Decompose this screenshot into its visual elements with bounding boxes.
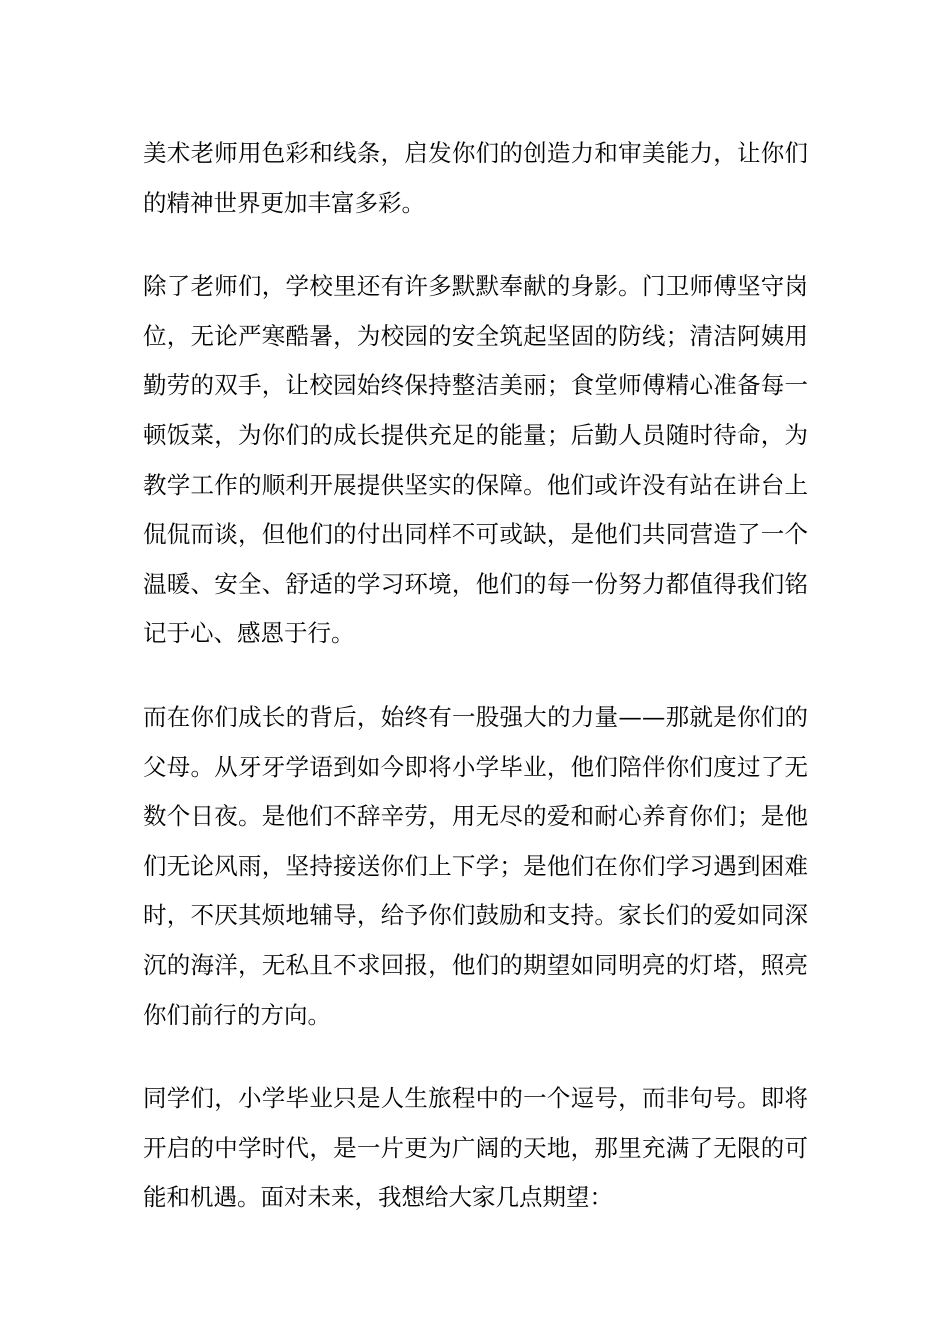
paragraph-parents: 而在你们成长的背后，始终有一股强大的力量——那就是你们的父母。从牙牙学语到如今即将小学毕业，他们陪伴你们度过了无数个日夜。是他们不辞辛劳，用无尽的爱和耐心养育你们；是他们无论风雨，坚持接送你们上下学；是他们在你们学习遇到困难时，不厌其烦地辅导，给予你们鼓励和支持。家长们的爱如同深沉的海洋，无私且不求回报，他们的期望如同明亮的灯塔，照亮你们前行的方向。 [143,702,808,1029]
document-body [143,129,808,1257]
paragraph-school-staff: 除了老师们，学校里还有许多默默奉献的身影。门卫师傅坚守岗位，无论严寒酷暑，为校园的安全筑起坚固的防线；清洁阿姨用勤劳的双手，让校园始终保持整洁美丽；食堂师傅精心准备每一顿饭菜，为你们的成长提供充足的能量；后勤人员随时待命，为教学工作的顺利开展提供坚实的保障。他们或许没有站在讲台上侃侃而谈，但他们的付出同样不可或缺，是他们共同营造了一个温暖、安全、舒适的学习环境，他们的每一份努力都值得我们铭记于心、感恩于行。 [143,272,808,648]
paragraph-art-teacher: 美术老师用色彩和线条，启发你们的创造力和审美能力，让你们的精神世界更加丰富多彩。 [143,139,808,217]
paragraph-future-expectations: 同学们，小学毕业只是人生旅程中的一个逗号，而非句号。即将开启的中学时代，是一片更为广阔的天地，那里充满了无限的可能和机遇。面对未来，我想给大家几点期望： [143,1084,808,1212]
